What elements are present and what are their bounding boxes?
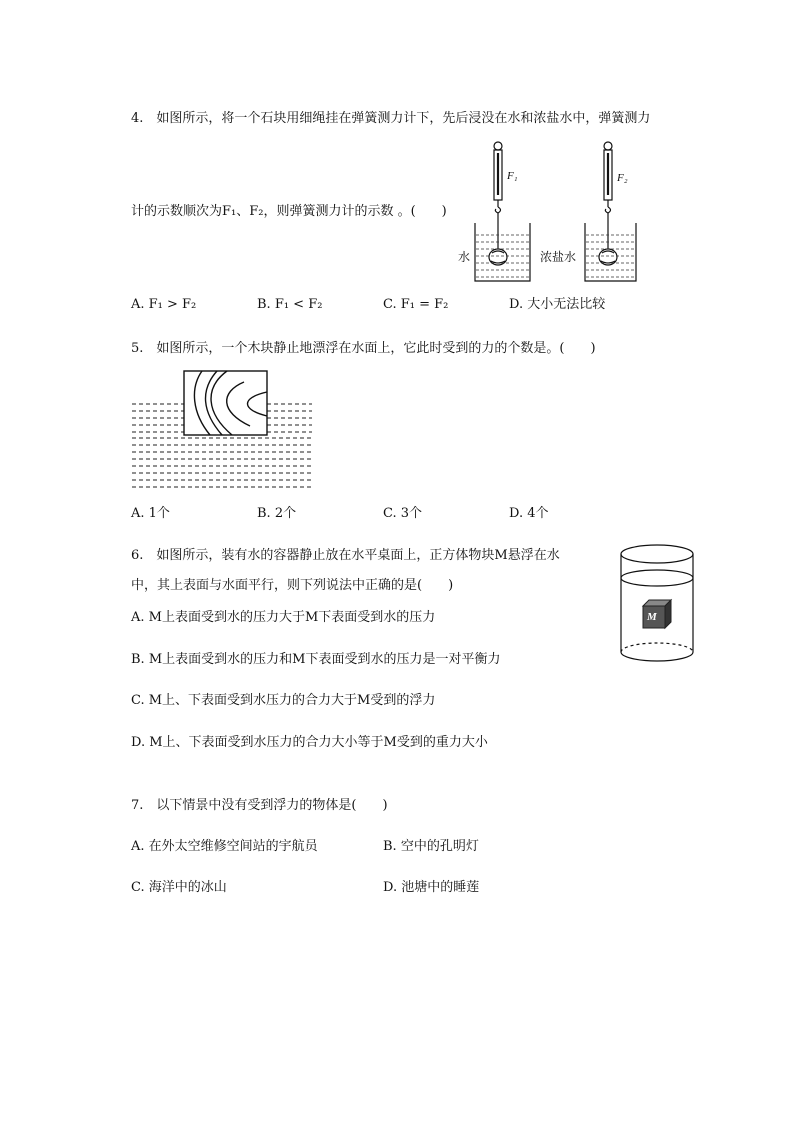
q5-option-b: B. 2个 [257, 506, 297, 521]
q6-stem-line2: 中，其上表面与水面平行，则下列说法中正确的是( ) [131, 578, 454, 593]
f1-label: F₁ [507, 170, 518, 182]
q4-stem-line1: 4. 如图所示，将一个石块用细绳挂在弹簧测力计下，先后浸没在水和浓盐水中，弹簧测力 [131, 111, 651, 126]
q7-option-a: A. 在外太空维修空间站的宇航员 [131, 839, 318, 854]
q5-option-c: C. 3个 [383, 506, 423, 521]
q6-option-b: B. M上表面受到水的压力和M下表面受到水的压力是一对平衡力 [131, 652, 501, 667]
q7-option-b: B. 空中的孔明灯 [383, 839, 479, 854]
q6-stem-line1: 6. 如图所示，装有水的容器静止放在水平桌面上，正方体物块M悬浮在水 [131, 548, 560, 563]
q7-option-c: C. 海洋中的冰山 [131, 880, 227, 895]
f2-label: F₂ [617, 172, 628, 184]
q4-option-c: C. F₁ = F₂ [383, 297, 449, 312]
brine-label: 浓盐水 [540, 250, 577, 264]
q6-option-d: D. M上、下表面受到水压力的合力大小等于M受到的重力大小 [131, 735, 488, 750]
q4-option-d: D. 大小无法比较 [509, 297, 606, 312]
floating-wood-figure [132, 368, 312, 494]
q6-option-c: C. M上、下表面受到水压力的合力大于M受到的浮力 [131, 693, 436, 708]
q5-option-a: A. 1个 [131, 506, 170, 521]
q5-stem-line1: 5. 如图所示，一个木块静止地漂浮在水面上，它此时受到的力的个数是。( ) [131, 341, 596, 356]
q5-option-d: D. 4个 [509, 506, 549, 521]
cube-m-label: M [647, 611, 657, 623]
q6-option-a: A. M上表面受到水的压力大于M下表面受到水的压力 [131, 610, 436, 625]
q7-stem-line1: 7. 以下情景中没有受到浮力的物体是( ) [131, 798, 388, 813]
q4-stem-line2: 计的示数顺次为F₁、F₂，则弹簧测力计的示数 。( ) [131, 204, 447, 219]
q4-option-b: B. F₁ < F₂ [257, 297, 323, 312]
container-cube-figure [617, 542, 697, 664]
q7-option-d: D. 池塘中的睡莲 [383, 880, 480, 895]
q4-option-a: A. F₁ > F₂ [131, 297, 197, 312]
water-label: 水 [458, 250, 471, 264]
